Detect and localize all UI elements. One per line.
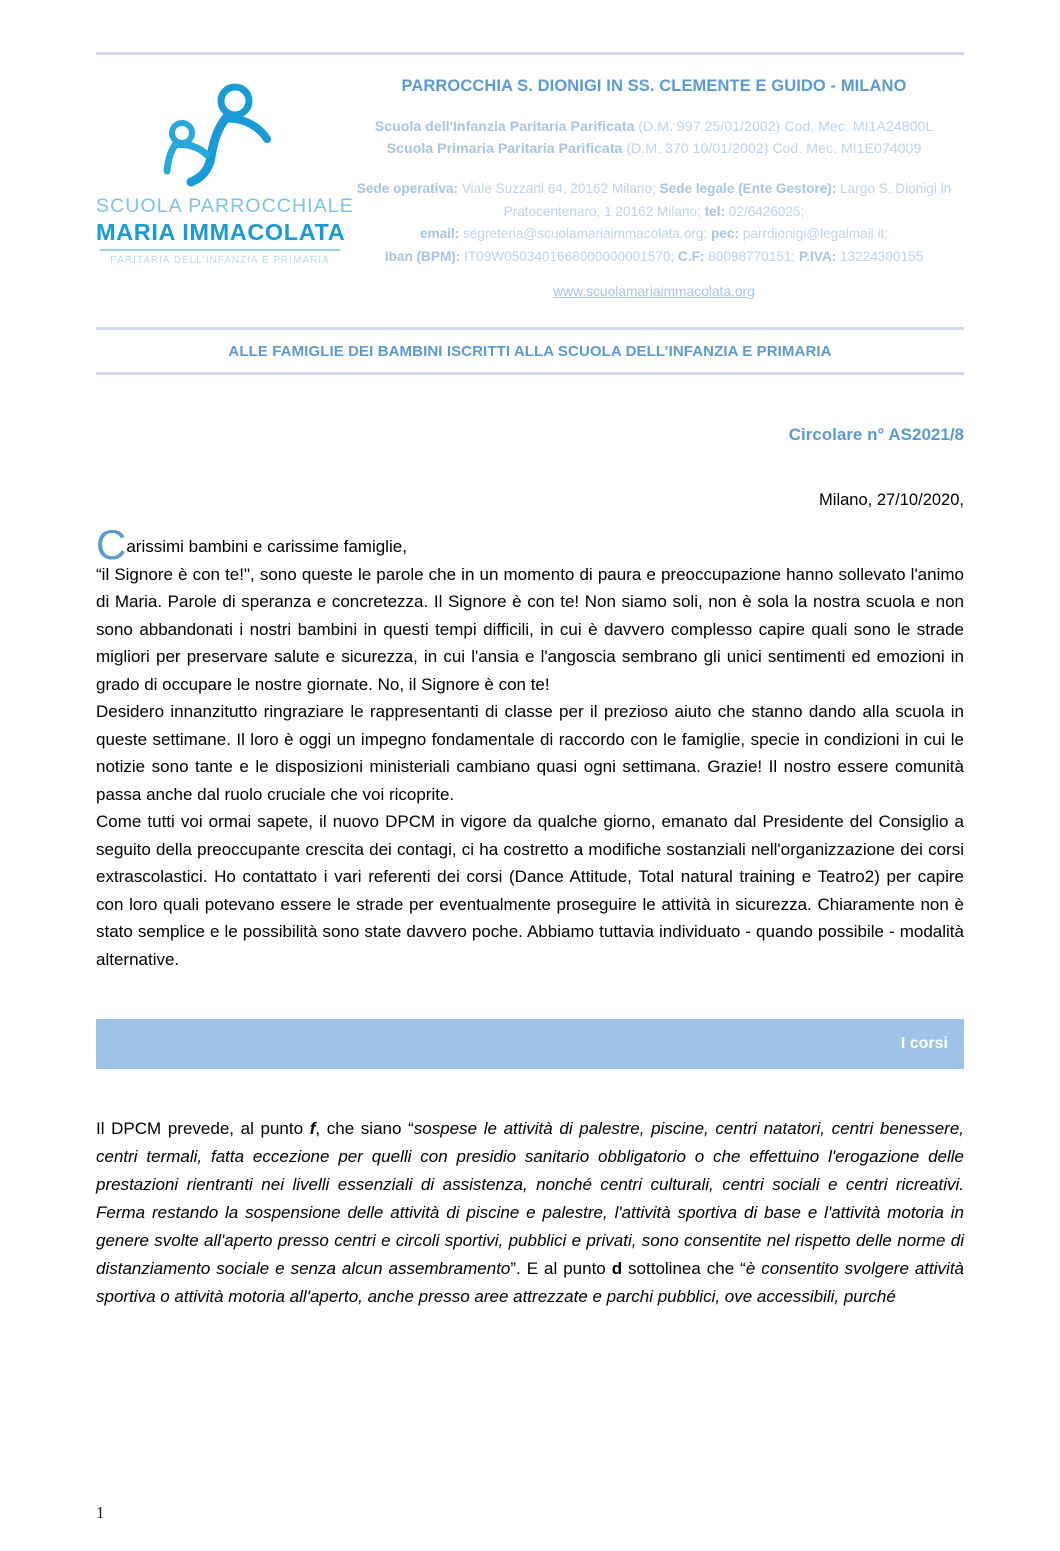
iban-label: Iban (BPM): xyxy=(384,248,461,264)
school-infanzia-line xyxy=(344,116,964,138)
tel-value: 02/6426025; xyxy=(725,203,805,219)
drop-cap: C xyxy=(96,521,127,568)
paragraph-2: Desidero innanzitutto ringraziare le rappresentanti di classe per il prezioso aiuto che stanno dando alla scuola in queste settimane. Il loro è oggi un impegno fondamentale di raccordo con le famiglie, specie in condizioni in cui le notizie sono tante e le disposizioni ministeriali cambiano quasi ogni settimana. Grazie! Il nostro essere comunità passa anche dal ruolo cruciale che voi ricoprite. xyxy=(96,702,964,804)
section-banner-i-corsi xyxy=(96,1019,964,1069)
letter-body xyxy=(96,521,964,973)
tel-label: tel: xyxy=(704,203,726,219)
letterhead-text xyxy=(344,73,964,299)
dpcm-point-f: f xyxy=(309,1119,316,1138)
pec-label: pec: xyxy=(711,226,739,241)
sede-legale-label: Sede legale (Ente Gestore): xyxy=(659,181,837,196)
website-link[interactable]: www.scuolamariaimmacolata.org xyxy=(553,284,755,299)
two-figures-logo-icon xyxy=(125,81,315,189)
logo-line-1: SCUOLA PARROCCHIALE xyxy=(96,195,354,217)
school-primaria-code: (D.M. 370 10/01/2002) Cod. Mec. MI1E074009 xyxy=(622,141,922,157)
paragraph-3: Come tutti voi ormai sapete, il nuovo DPCM in vigore da qualche giorno, emanato dal Presidente del Consiglio a seguito della preoccupante crescita dei contagi, ci ha costretto a modifiche sostanziali nell'organizzazione dei corsi extrascolastici. Ho contattato i vari referenti dei corsi (Dance Attitude, Total natural training e Teatro2) per capire con loro quali potevano essere le strade per eventualmente proseguire le attività in sicurezza. Chiaramente non è stato semplice e le possibilità sono state davvero poche. Abbiamo tuttavia individuato - quando possibile - modalità alternative. xyxy=(96,812,964,969)
place-date-line: Milano, 27/10/2020, xyxy=(819,491,964,509)
addressee-line: ALLE FAMIGLIE DEI BAMBINI ISCRITTI ALLA SCUOLA DELL’INFANZIA E PRIMARIA xyxy=(228,343,832,360)
cf-label: C.F: xyxy=(678,248,705,264)
school-primaria-name: Scuola Primaria Paritaria Parificata xyxy=(386,141,623,157)
addressee-section xyxy=(96,327,964,375)
logo-line-3: PARITARIA DELL'INFANZIA E PRIMARIA xyxy=(110,255,330,266)
document-page xyxy=(0,52,1060,1551)
dpcm-after-d: sottolinea che “ xyxy=(622,1259,746,1278)
page-number: 1 xyxy=(96,1503,105,1522)
piva-label: P.IVA: xyxy=(798,248,837,264)
section-banner-label: I corsi xyxy=(900,1035,948,1052)
school-primaria-line xyxy=(344,138,964,160)
school-infanzia-code: (D.M. 997 25/01/2002) Cod. Mec. MI1A24800L xyxy=(634,119,934,135)
piva-value: 13224300155 xyxy=(836,248,924,264)
dpcm-lead-in: Il DPCM prevede, al punto xyxy=(96,1119,310,1138)
email-value: segreteria@scuolamariaimmacolata.org; xyxy=(459,226,712,241)
salutation-paragraph xyxy=(96,521,964,568)
school-logo xyxy=(96,73,354,266)
dpcm-quoted-section xyxy=(96,1115,964,1311)
dpcm-after-quote-f: ”. E al punto xyxy=(510,1259,612,1278)
sede-operativa-value: Viale Suzzani 64, 20162 Milano; xyxy=(458,181,660,196)
letterhead-header xyxy=(96,55,964,299)
logo-line-2: MARIA IMMACOLATA xyxy=(96,219,346,245)
logo-underline xyxy=(100,249,340,251)
sede-operativa-label: Sede operativa: xyxy=(356,181,459,196)
paragraph-1: “il Signore è con te!", sono queste le parole che in un momento di paura e preoccupazione hanno sollevato l'animo di Maria. Parole di speranza e concretezza. Il Signore è con te! Non siamo soli, non è sola la nostra scuola e non sono abbandonati i nostri bambini in questi tempi difficili, in cui è davvero complesso capire quali sono le strade migliori per preservare salute e sicurezza, in cui l'ansia e l'angoscia sembrano gli unici sentimenti ed emozioni in grado di occupare le nostre giornate. No, il Signore è con te! xyxy=(96,564,964,694)
sede-legale-value: Largo S. Dionigi in Pratocentenaro, 1 20162 Milano; xyxy=(503,181,952,219)
pec-value: parrdionigi@legalmail.it; xyxy=(739,226,889,241)
cf-value: 80098770151; xyxy=(704,248,799,264)
dpcm-point-d: d xyxy=(611,1259,623,1278)
salutation-text: arissimi bambini e carissime famiglie, xyxy=(126,537,407,556)
addressee-bottom-rule xyxy=(96,372,964,375)
dpcm-quote-f: sospese le attività di palestre, piscine, centri natatori, centri benessere, centri termali, fatta eccezione per quelli con presidio sanitario obbligatorio o che effettuino l'erogazione delle prestazioni rientranti nei livelli essenziali di assistenza, nonché centri culturali, centri sociali e centri ricreativi. Ferma restando la sospensione delle attività di piscine e palestre, l'attività sportiva di base e l'attività motoria in genere svolte all'aperto presso centri e circoli sportivi, pubblici e privati, sono consentite nel rispetto delle norme di distanziamento sociale e senza alcun assembramento xyxy=(96,1119,964,1278)
contact-details xyxy=(344,178,964,268)
school-infanzia-name: Scuola dell'Infanzia Paritaria Parificata xyxy=(374,119,635,135)
dpcm-quote-d: è consentito svolgere attività sportiva o attività motoria all'aperto, anche presso aree attrezzate e parchi pubblici, ove accessibili, purché xyxy=(96,1259,965,1306)
iban-value: IT09W0503401668000000001570; xyxy=(460,248,679,264)
organization-title: PARROCCHIA S. DIONIGI IN SS. CLEMENTE E GUIDO - MILANO xyxy=(401,77,907,95)
circular-number: Circolare n° AS2021/8 xyxy=(788,425,964,444)
dpcm-after-f: , che siano “ xyxy=(315,1119,414,1138)
email-label: email: xyxy=(419,226,460,241)
